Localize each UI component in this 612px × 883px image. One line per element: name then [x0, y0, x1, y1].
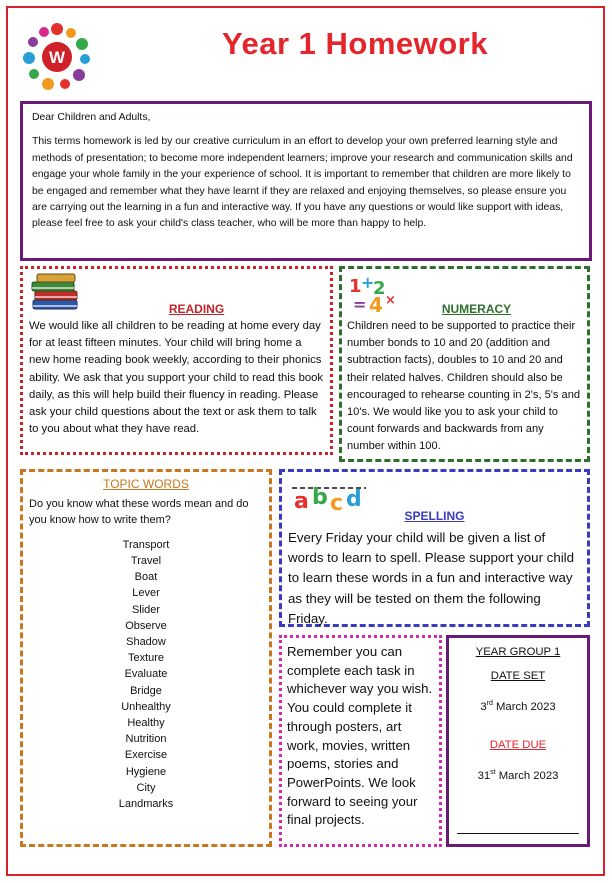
topic-word: Lever — [132, 587, 160, 600]
svg-text:b: b — [312, 485, 328, 510]
topic-word: Nutrition — [125, 733, 167, 746]
topic-word: Landmarks — [118, 798, 174, 811]
svg-text:d: d — [346, 487, 362, 512]
spelling-section — [279, 469, 590, 627]
date-set-value: 3rd March 2023 — [480, 700, 556, 713]
topic-word: Unhealthy — [121, 700, 171, 713]
topic-word: Evaluate — [124, 668, 168, 681]
numeracy-heading: NUMERACY — [441, 302, 512, 316]
spelling-body: Every Friday your child will be given a list of words to learn to spell. Please support your child to learn these words in a fun and interactive way as they will be tested on them the following Friday. — [288, 530, 575, 626]
letter-body: This terms homework is led by our creative curriculum in an effort to develop your own preferred learning style and methods of presentation; to become more independent learners; improve your research and communication skills and engage your whole family in the your experience of school. It is important to remember that children are more likely to be engaged and remember what they have learnt if they are relaxed and enjoying themselves, so please ensure you are carrying out the learning in a fun and interactive way. If you have any questions or would like support with ideas, please feel free to ask your child's class teacher, who will be more than happy to help. — [32, 136, 573, 230]
year-group-box — [446, 635, 590, 847]
spelling-heading: SPELLING — [404, 509, 465, 523]
topic-word: Transport — [122, 538, 170, 551]
numeracy-section — [339, 266, 590, 462]
letters-icon — [290, 480, 368, 514]
topic-word: Boat — [134, 571, 158, 584]
topic-word: Bridge — [130, 684, 162, 697]
topic-word: Exercise — [124, 749, 168, 762]
remember-note — [279, 635, 442, 847]
topic-word: Shadow — [126, 636, 166, 649]
date-due-label: DATE DUE — [489, 738, 547, 751]
topic-word: Healthy — [127, 717, 165, 730]
topic-word: Observe — [125, 619, 167, 632]
topic-word-list — [29, 537, 263, 812]
svg-text:+: + — [361, 273, 375, 292]
remember-body: Remember you can complete each task in whichever way you wish. You could complete it through posters, art work, movies, written poems, stories and PowerPoints. We look forward to seeing your final projects. — [287, 644, 433, 828]
svg-text:W: W — [48, 48, 66, 67]
intro-letter — [20, 101, 592, 261]
topic-words-intro: Do you know what these words mean and do you know how to write them? — [29, 498, 249, 527]
svg-text:=: = — [353, 295, 367, 314]
reading-section — [20, 266, 333, 455]
numeracy-body: Children need to be supported to practice their number bonds to 10 and 20 (addition and subtraction facts), doubles to 10 and 20 and their related halves. Children should also be encouraged to rehearse counting in 2's, 5's and 10's. We would like you to ask your child to count forwards and backwards from any number within 100. — [347, 320, 581, 453]
signature-line — [457, 833, 579, 834]
svg-text:c: c — [330, 491, 344, 514]
reading-heading: READING — [168, 302, 225, 316]
reading-body: We would like all children to be reading at home every day for at least fifteen minutes. Your child will bring home a new home reading book weekly, according to their phonics ability. We ask that you support your child to read this book daily, as this will help build their fluency in reading. Please ask your child questions about the text or ask them to talk to you about what they have read. — [29, 320, 324, 436]
date-set-label: DATE SET — [490, 670, 546, 682]
topic-word: City — [136, 781, 156, 794]
topic-word: Slider — [131, 603, 161, 616]
school-logo-icon — [18, 18, 96, 96]
svg-text:a: a — [294, 489, 309, 514]
topic-words-section — [20, 469, 272, 847]
topic-word: Travel — [130, 555, 162, 568]
svg-text:2: 2 — [373, 278, 386, 299]
topic-word: Texture — [127, 652, 165, 665]
page-title: Year 1 Homework — [222, 26, 488, 61]
topic-words-heading: TOPIC WORDS — [103, 477, 189, 491]
letter-greeting: Dear Children and Adults, — [32, 112, 151, 123]
svg-text:×: × — [385, 293, 396, 308]
year-group-title: YEAR GROUP 1 — [475, 646, 561, 658]
svg-text:1: 1 — [349, 276, 362, 297]
topic-word: Hygiene — [125, 765, 167, 778]
svg-text:4: 4 — [369, 293, 383, 314]
date-due-value: 31st March 2023 — [477, 768, 559, 782]
